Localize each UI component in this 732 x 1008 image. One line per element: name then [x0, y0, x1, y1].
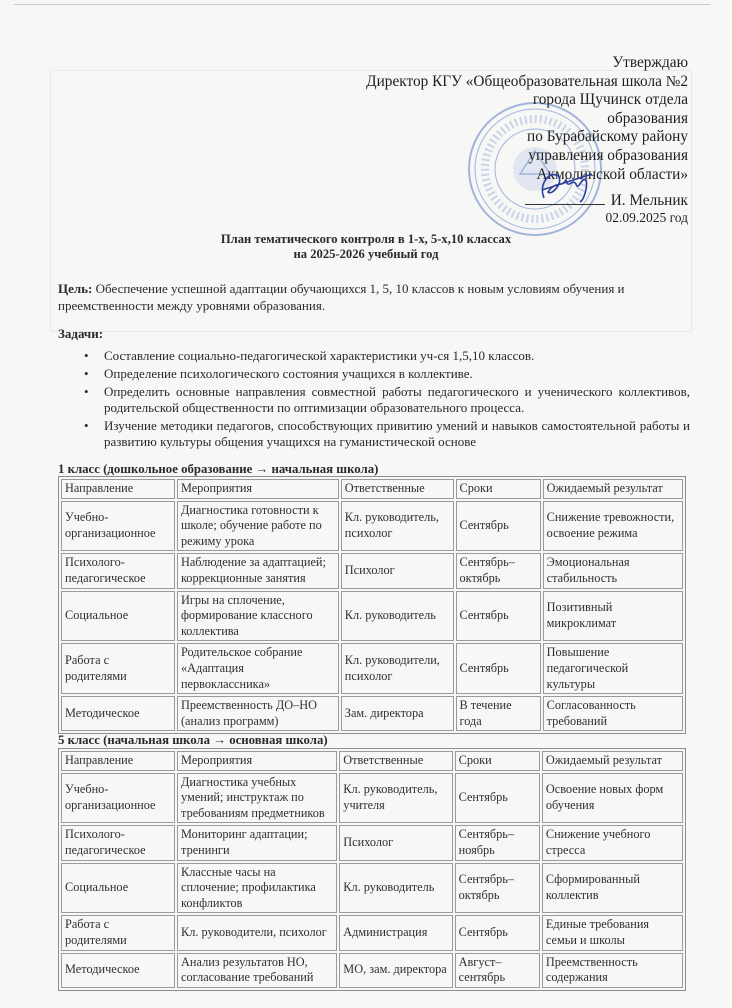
column-header: Ожидаемый результат: [542, 751, 683, 771]
cell-deadline: Сентябрь: [455, 773, 540, 824]
column-header: Мероприятия: [177, 479, 339, 499]
cell-activities: Наблюдение за адаптацией; коррекционные занятия: [177, 553, 339, 588]
cell-result: Освоение новых форм обучения: [542, 773, 683, 824]
cell-responsible: МО, зам. директора: [339, 953, 452, 988]
column-header: Ответственные: [341, 479, 454, 499]
tasks-heading: Задачи:: [58, 326, 104, 341]
cell-responsible: Кл. руководитель: [339, 863, 452, 914]
cell-deadline: Сентябрь: [455, 915, 540, 950]
table-header-row: [61, 479, 683, 499]
cell-direction: Психолого-педагогическое: [61, 825, 175, 860]
cell-activities: Классные часы на сплочение; профилактика конфликтов: [177, 863, 337, 914]
column-header: Направление: [61, 479, 175, 499]
cell-responsible: Кл. руководитель, учителя: [339, 773, 452, 824]
cell-activities: Анализ результатов НО, согласование требований: [177, 953, 337, 988]
task-item: • Определить основные направления совместной работы педагогического и ученического коллективов, родительской общественности по оптимизации образовательного процесса.: [58, 384, 690, 417]
task-item: • Изучение методики педагогов, способствующих привитию умений и навыков самостоятельной работы и развитию культуры общения учащихся на гуманистической основе: [58, 418, 690, 451]
tasks-list: [58, 348, 690, 452]
approval-line: Директор КГУ «Общеобразовательная школа №2: [366, 72, 688, 90]
approval-line: города Щучинск отдела: [532, 91, 688, 109]
cell-deadline: В течение года: [456, 696, 541, 731]
goal-label: Цель:: [58, 281, 93, 296]
column-header: Мероприятия: [177, 751, 337, 771]
cell-activities: Диагностика учебных умений; инструктаж по требованиям предметников: [177, 773, 337, 824]
signatory-name: И. Мельник: [610, 192, 688, 210]
cell-result: Повышение педагогической культуры: [543, 643, 683, 694]
signatory-line: [366, 192, 688, 211]
cell-activities: Игры на сплочение, формирование классного коллектива: [177, 591, 339, 642]
column-header: Сроки: [456, 479, 541, 499]
approval-block: [366, 54, 688, 225]
cell-responsible: Психолог: [339, 825, 452, 860]
table-row: [61, 825, 683, 860]
approval-line: Утверждаю: [612, 54, 688, 71]
table-row: [61, 863, 683, 914]
cell-deadline: Сентябрь: [456, 643, 541, 694]
cell-activities: Преемственность ДО–НО (анализ программ): [177, 696, 339, 731]
cell-deadline: Сентябрь–ноябрь: [455, 825, 540, 860]
column-header: Сроки: [455, 751, 540, 771]
table-row: [61, 553, 683, 588]
table-row: [61, 591, 683, 642]
table-row: [61, 773, 683, 824]
column-header: Ожидаемый результат: [543, 479, 683, 499]
column-header: Направление: [61, 751, 175, 771]
cell-direction: Учебно-организационное: [61, 501, 175, 552]
cell-direction: Социальное: [61, 863, 175, 914]
cell-deadline: Август–сентябрь: [455, 953, 540, 988]
cell-responsible: Кл. руководитель, психолог: [341, 501, 454, 552]
table-row: [61, 953, 683, 988]
cell-direction: Методическое: [61, 953, 175, 988]
cell-result: Согласованность требований: [543, 696, 683, 731]
cell-responsible: Психолог: [341, 553, 454, 588]
approval-line: управления образования: [528, 146, 688, 164]
plan-table-grade-5: [58, 748, 686, 991]
table-row: [61, 915, 683, 950]
table-row: [61, 501, 683, 552]
approval-line: образования: [607, 109, 688, 127]
page-edge-line: [14, 4, 710, 5]
task-item: • Составление социально-педагогической характеристики уч-ся 1,5,10 классов.: [58, 348, 690, 364]
table-row: [61, 643, 683, 694]
cell-direction: Работа с родителями: [61, 643, 175, 694]
cell-direction: Учебно-организационное: [61, 773, 175, 824]
cell-direction: Социальное: [61, 591, 175, 642]
table-row: [61, 696, 683, 731]
section-heading-grade-5: 5 класс (начальная школа → основная школа): [58, 733, 328, 747]
cell-direction: Методическое: [61, 696, 175, 731]
cell-responsible: Кл. руководители, психолог: [341, 643, 454, 694]
cell-direction: Психолого-педагогическое: [61, 553, 175, 588]
cell-result: Сформированный коллектив: [542, 863, 683, 914]
approval-line: по Бурабайскому району: [527, 128, 688, 146]
column-header: Ответственные: [339, 751, 452, 771]
section-heading-grade-1: 1 класс (дошкольное образование → начальная школа): [58, 462, 379, 476]
cell-activities: Родительское собрание «Адаптация первоклассника»: [177, 643, 339, 694]
document-title: [0, 232, 732, 262]
cell-responsible: Кл. руководитель: [341, 591, 454, 642]
cell-activities: Мониторинг адаптации; тренинги: [177, 825, 337, 860]
cell-activities: Диагностика готовности к школе; обучение работе по режиму урока: [177, 501, 339, 552]
cell-responsible: Администрация: [339, 915, 452, 950]
goal-text: Обеспечение успешной адаптации обучающихся 1, 5, 10 классов к новым условиям обучения и преемственности между уровнями образования.: [58, 281, 625, 313]
plan-table-grade-1: [58, 476, 686, 734]
cell-result: Снижение учебного стресса: [542, 825, 683, 860]
goal-paragraph: [58, 281, 688, 314]
cell-deadline: Сентябрь–октябрь: [455, 863, 540, 914]
approval-date: 02.09.2025 год: [605, 209, 688, 225]
cell-result: Эмоциональная стабильность: [543, 553, 683, 588]
handwritten-signature: [536, 166, 596, 206]
cell-result: Преемственность содержания: [542, 953, 683, 988]
cell-activities: Кл. руководители, психолог: [177, 915, 337, 950]
title-line-2: на 2025-2026 учебный год: [293, 247, 439, 261]
cell-deadline: Сентябрь–октябрь: [456, 553, 541, 588]
table-header-row: [61, 751, 683, 771]
cell-direction: Работа с родителями: [61, 915, 175, 950]
cell-result: Позитивный микроклимат: [543, 591, 683, 642]
cell-deadline: Сентябрь: [456, 501, 541, 552]
cell-deadline: Сентябрь: [456, 591, 541, 642]
cell-responsible: Зам. директора: [341, 696, 454, 731]
cell-result: Единые требования семьи и школы: [542, 915, 683, 950]
cell-result: Снижение тревожности, освоение режима: [543, 501, 683, 552]
approval-line: Акмолинской области»: [536, 165, 688, 183]
task-item: • Определение психологического состояния учащихся в коллективе.: [58, 366, 690, 382]
title-line-1: План тематического контроля в 1-х, 5-х,10 классах: [220, 232, 512, 246]
